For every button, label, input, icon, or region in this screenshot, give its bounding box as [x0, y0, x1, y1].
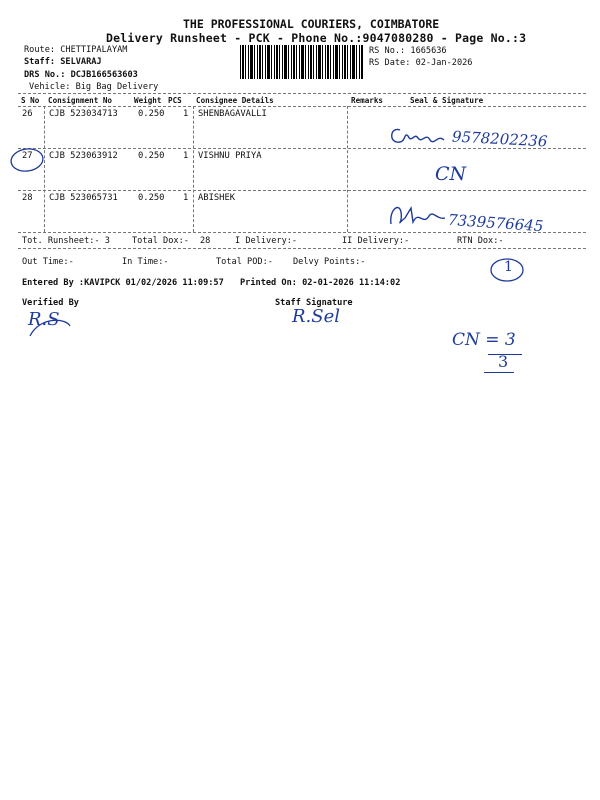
in-time: In Time:-: [122, 257, 169, 267]
rs-date: RS Date: 02-Jan-2026: [369, 58, 473, 68]
drs-number: DRS No.: DCJB166563603: [24, 70, 138, 80]
total-dox-label: Total Dox:-: [132, 236, 189, 246]
divider: [18, 106, 586, 107]
ii-delivery: II Delivery:-: [342, 236, 410, 246]
col-pcs: PCS: [168, 96, 182, 105]
cell-weight: 0.250: [138, 109, 165, 119]
cell-weight: 0.250: [138, 193, 165, 203]
col-weight: Weight: [134, 96, 162, 105]
handwritten-cn-denominator: 3: [498, 352, 509, 371]
hand-circle-27: [8, 146, 46, 174]
divider: [18, 93, 586, 94]
route-label: Route: CHETTIPALAYAM: [24, 45, 128, 55]
underline-mark: [484, 372, 514, 373]
handwritten-phone-26: 9578202236: [451, 127, 548, 151]
cell-sno: 27: [22, 151, 33, 161]
divider: [18, 190, 586, 191]
cell-pcs: 1: [183, 193, 189, 203]
col-seal-signature: Seal & Signature: [410, 96, 484, 105]
delvy-points: Delvy Points:-: [293, 257, 366, 267]
rtn-dox: RTN Dox:-: [457, 236, 504, 246]
cell-consignee: SHENBAGAVALLI: [198, 109, 267, 119]
total-pod: Total POD:-: [216, 257, 273, 267]
table-row: [0, 150, 600, 190]
i-delivery: I Delivery:-: [235, 236, 298, 246]
cell-weight: 0.250: [138, 151, 165, 161]
col-remarks: Remarks: [351, 96, 384, 105]
cell-consignment: CJB 523065731: [49, 193, 118, 203]
cell-pcs: 1: [183, 109, 189, 119]
runsheet-subtitle: Delivery Runsheet - PCK - Phone No.:9047080280 - Page No.:3: [106, 31, 527, 45]
tot-runsheet: Tot. Runsheet:- 3: [22, 236, 110, 246]
printed-on: Printed On: 02-01-2026 11:14:02: [240, 278, 401, 288]
cell-consignee: VISHNU PRIYA: [198, 151, 262, 161]
handwritten-one: 1: [504, 259, 513, 275]
entered-by: Entered By :KAVIPCK 01/02/2026 11:09:57: [22, 278, 224, 288]
cell-consignment: CJB 523063912: [49, 151, 118, 161]
staff-signature-label: Staff Signature: [275, 298, 353, 308]
col-consignment: Consignment No: [48, 96, 113, 105]
company-title: THE PROFESSIONAL COURIERS, COIMBATORE: [183, 17, 440, 31]
handwritten-phone-28: 7339576645: [447, 210, 544, 236]
vehicle-label: Vehicle: Big Bag Delivery: [29, 82, 159, 92]
cell-pcs: 1: [183, 151, 189, 161]
handwritten-cn-total: CN = 3: [452, 330, 516, 350]
scribble-signature-26: [388, 122, 452, 150]
cell-sno: 28: [22, 193, 33, 203]
staff-signature: R.Sel: [292, 306, 341, 327]
cell-sno: 26: [22, 109, 33, 119]
total-dox-value: 28: [200, 236, 211, 246]
handwritten-cn-27: CN: [435, 163, 467, 185]
verified-signature: R.S: [28, 309, 60, 330]
col-sno: S No: [21, 96, 40, 105]
divider: [18, 248, 586, 249]
rs-number: RS No.: 1665636: [369, 46, 447, 56]
scribble-signature-28: [385, 200, 449, 230]
cell-consignee: ABISHEK: [198, 193, 236, 203]
col-consignee: Consignee Details: [196, 96, 274, 105]
divider: [18, 148, 586, 149]
staff-label: Staff: SELVARAJ: [24, 57, 102, 67]
out-time: Out Time:-: [22, 257, 74, 267]
verified-by-label: Verified By: [22, 298, 79, 308]
barcode-image: [240, 45, 364, 79]
cell-consignment: CJB 523034713: [49, 109, 118, 119]
verified-signature-underline: [26, 314, 76, 340]
